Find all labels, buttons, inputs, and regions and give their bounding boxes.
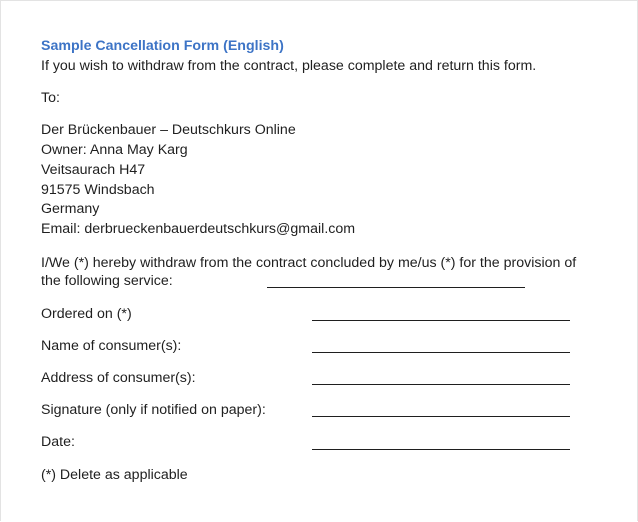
address-city: 91575 Windsbach xyxy=(41,182,155,198)
consumer-name-blank-line[interactable] xyxy=(312,352,570,353)
form-intro: If you wish to withdraw from the contract, please complete and return this form. xyxy=(41,58,537,74)
ordered-on-blank-line[interactable] xyxy=(312,320,570,321)
consumer-address-blank-line[interactable] xyxy=(312,384,570,385)
signature-blank-line[interactable] xyxy=(312,416,570,417)
field-label-consumer-name: Name of consumer(s): xyxy=(41,338,182,354)
date-blank-line[interactable] xyxy=(312,449,570,450)
service-blank-line[interactable] xyxy=(267,287,525,288)
field-label-consumer-address: Address of consumer(s): xyxy=(41,370,196,386)
address-owner: Owner: Anna May Karg xyxy=(41,142,188,158)
to-label: To: xyxy=(41,90,60,106)
address-company: Der Brückenbauer – Deutschkurs Online xyxy=(41,122,296,138)
form-title: Sample Cancellation Form (English) xyxy=(41,38,284,54)
address-email: Email: derbrueckenbauerdeutschkurs@gmail.com xyxy=(41,221,356,237)
withdrawal-statement-line2: the following service: xyxy=(41,273,173,289)
field-label-date: Date: xyxy=(41,434,75,450)
address-country: Germany xyxy=(41,201,100,217)
footnote: (*) Delete as applicable xyxy=(41,467,188,483)
field-label-signature: Signature (only if notified on paper): xyxy=(41,402,266,418)
field-label-ordered-on: Ordered on (*) xyxy=(41,306,132,322)
address-street: Veitsaurach H47 xyxy=(41,162,146,178)
withdrawal-statement-line1: I/We (*) hereby withdraw from the contract concluded by me/us (*) for the provision of xyxy=(41,255,577,271)
